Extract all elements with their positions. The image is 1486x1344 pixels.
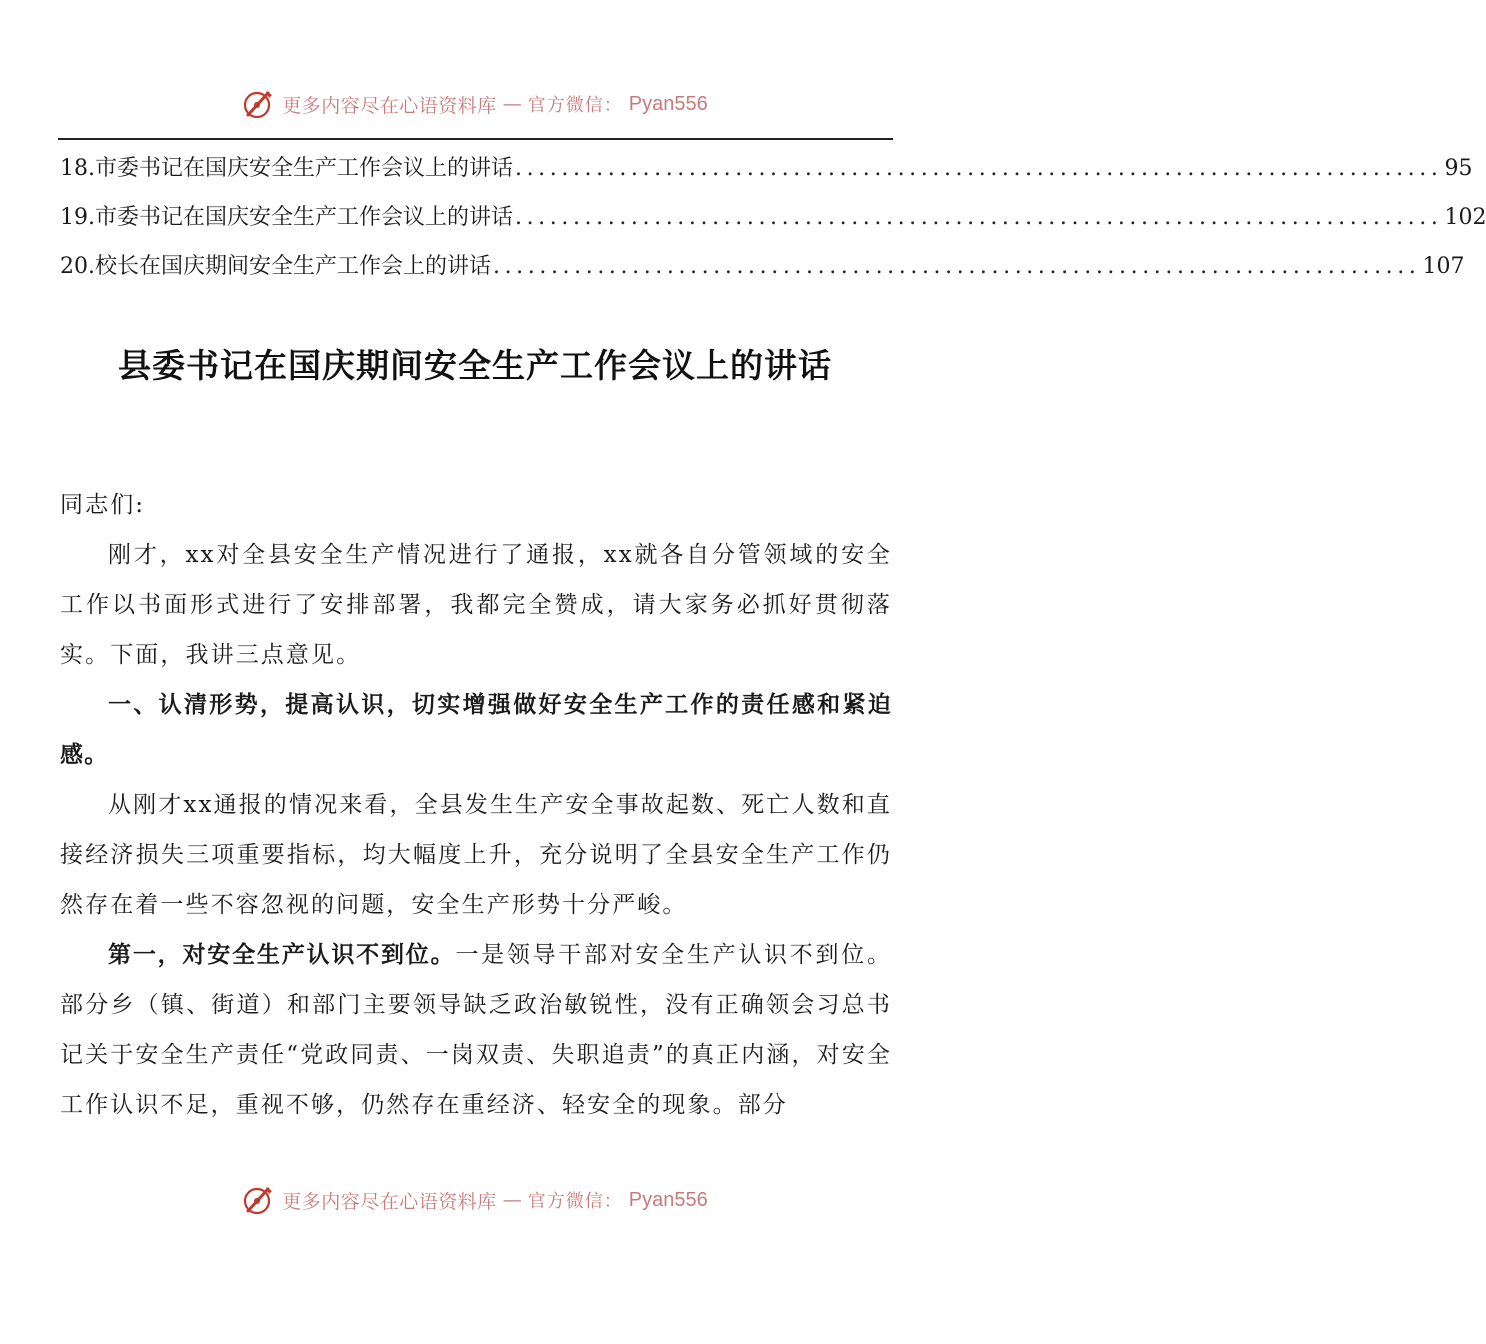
- salutation: 同志们:: [60, 492, 146, 518]
- toc-entry-page: 107: [1422, 254, 1465, 279]
- toc-leader-dots: ................................................................................: [493, 254, 1421, 279]
- paragraph-situation: 从刚才xx通报的情况来看，全县发生生产安全事故起数、死亡人数和直接经济损失三项重要指标，均大幅度上升，充分说明了全县安全生产工作仍然存在着一些不容忽视的问题，安全生产形势十分严峻。: [60, 792, 892, 918]
- toc-entry-page: 95: [1444, 156, 1473, 181]
- toc-entry[interactable]: [60, 248, 1465, 297]
- document-body: [60, 480, 892, 1130]
- paragraph-intro: 刚才，xx对全县安全生产情况进行了通报，xx就各自分管领域的安全工作以书面形式进行了安排部署，我都完全赞成，请大家务必抓好贯彻落实。下面，我讲三点意见。: [60, 542, 892, 668]
- toc-entry-title: 20.校长在国庆期间安全生产工作会上的讲话: [60, 254, 491, 279]
- brand-text: 更多内容尽在心语资料库: [282, 1190, 497, 1213]
- page-header: [0, 82, 950, 126]
- section-heading-1: 一、认清形势，提高认识，切实增强做好安全生产工作的责任感和紧迫感。: [60, 692, 892, 768]
- brand-separator: —: [502, 1189, 522, 1211]
- brand-watermark: [242, 87, 707, 121]
- pen-circle-logo-icon: [242, 1183, 276, 1217]
- toc-leader-dots: ................................................................................: [515, 156, 1443, 181]
- brand-separator: —: [502, 93, 522, 115]
- point-one-text: 一是领导干部对安全生产认识不到位。部分乡（镇、街道）和部门主要领导缺乏政治敏锐性，没有正确领会习总书记关于安全生产责任“党政同责、一岗双责、失职追责”的真正内涵，对安全工作认识不足，重视不够，仍然存在重经济、轻安全的现象。部分: [60, 942, 892, 1118]
- header-divider: [58, 138, 893, 140]
- toc-entry[interactable]: [60, 199, 1486, 248]
- toc-entry[interactable]: [60, 150, 1473, 199]
- toc-leader-dots: ................................................................................: [515, 205, 1443, 230]
- wechat-label: 官方微信：: [527, 1191, 623, 1212]
- toc-entry-title: 19.市委书记在国庆安全生产工作会议上的讲话: [60, 205, 513, 230]
- pen-circle-logo-icon: [242, 87, 276, 121]
- wechat-id: Pyan556: [628, 1188, 708, 1211]
- page-footer: [0, 1178, 950, 1222]
- brand-watermark: [242, 1183, 707, 1217]
- wechat-label: 官方微信：: [527, 95, 623, 116]
- point-one-lead: 第一，对安全生产认识不到位。: [108, 942, 456, 968]
- table-of-contents: [60, 150, 1486, 297]
- paragraph-point-one: [60, 930, 892, 1130]
- toc-entry-title: 18.市委书记在国庆安全生产工作会议上的讲话: [60, 156, 513, 181]
- document-title: 县委书记在国庆期间安全生产工作会议上的讲话: [118, 346, 832, 385]
- wechat-id: Pyan556: [628, 92, 708, 115]
- brand-text: 更多内容尽在心语资料库: [282, 94, 497, 117]
- toc-entry-page: 102: [1444, 205, 1486, 230]
